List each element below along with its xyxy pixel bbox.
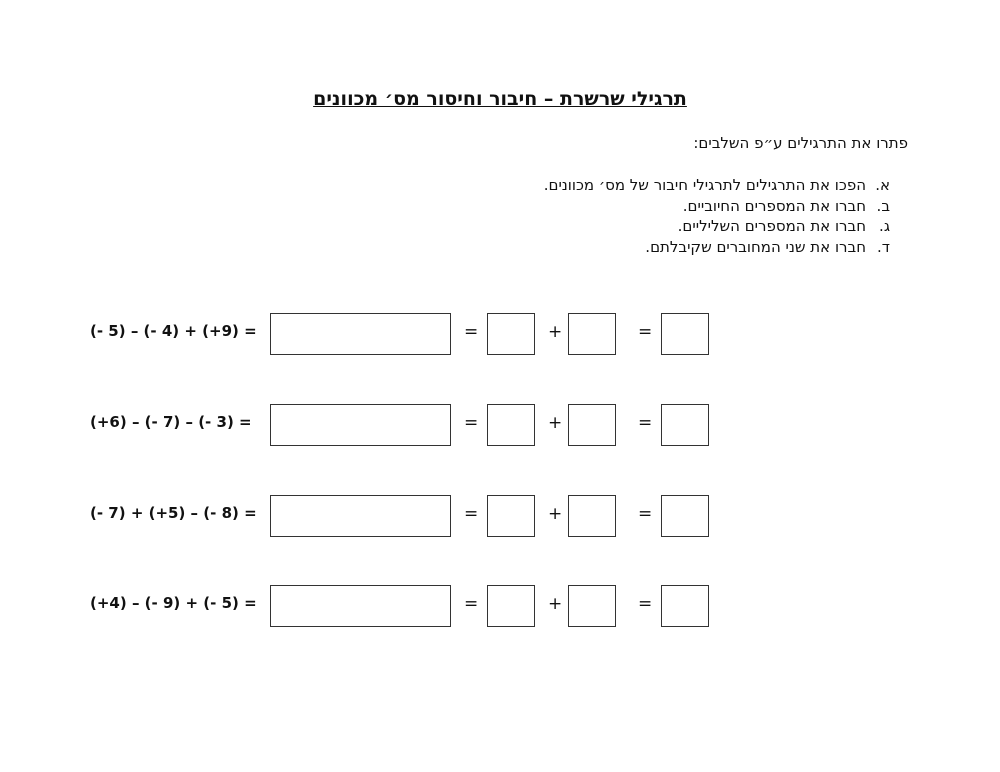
positive-sum-box[interactable] — [487, 585, 535, 627]
step-text: חברו את שני המחוברים שקיבלתם. — [645, 237, 866, 256]
exercise-row-3 — [0, 495, 1000, 537]
step-letter: ד. — [877, 237, 890, 256]
step-item — [544, 196, 890, 217]
plus-sign: + — [548, 322, 563, 342]
step-text: הפכו את התרגילים לתרגילי חיבור של מס׳ מכוונים. — [543, 176, 866, 194]
negative-sum-box[interactable] — [568, 495, 616, 537]
rewrite-answer-box[interactable] — [270, 495, 451, 537]
plus-sign: + — [548, 504, 563, 524]
negative-sum-box[interactable] — [568, 404, 616, 446]
exercise-expression: (+4) – (- 9) + (- 5) = — [90, 594, 257, 612]
positive-sum-box[interactable] — [487, 313, 535, 355]
exercise-expression: (- 7) + (+5) – (- 8) = — [90, 504, 257, 522]
negative-sum-box[interactable] — [568, 585, 616, 627]
step-item — [544, 216, 890, 237]
exercise-row-4 — [0, 585, 1000, 627]
instructions: פתרו את התרגילים ע״פ השלבים: — [693, 134, 908, 152]
final-answer-box[interactable] — [661, 585, 709, 627]
step-item — [544, 237, 890, 258]
step-letter: ג. — [879, 217, 890, 235]
final-answer-box[interactable] — [661, 404, 709, 446]
equals-sign: = — [464, 594, 479, 614]
equals-sign: = — [638, 413, 653, 433]
page-title: תרגילי שרשרת – חיבור וחיסור מס׳ מכוונים — [313, 88, 687, 110]
positive-sum-box[interactable] — [487, 404, 535, 446]
steps-list — [544, 175, 890, 257]
rewrite-answer-box[interactable] — [270, 313, 451, 355]
rewrite-answer-box[interactable] — [270, 404, 451, 446]
step-item — [544, 175, 890, 196]
equals-sign: = — [638, 504, 653, 524]
negative-sum-box[interactable] — [568, 313, 616, 355]
final-answer-box[interactable] — [661, 313, 709, 355]
exercise-row-1 — [0, 313, 1000, 355]
exercise-row-2 — [0, 404, 1000, 446]
equals-sign: = — [464, 413, 479, 433]
equals-sign: = — [464, 322, 479, 342]
step-text: חברו את המספרים החיוביים. — [682, 196, 866, 215]
equals-sign: = — [638, 594, 653, 614]
positive-sum-box[interactable] — [487, 495, 535, 537]
step-letter: א. — [875, 176, 890, 194]
step-letter: ב. — [876, 196, 890, 215]
exercise-expression: (+6) – (- 7) – (- 3) = — [90, 413, 252, 431]
equals-sign: = — [464, 504, 479, 524]
step-text: חברו את המספרים השליליים. — [677, 217, 866, 235]
plus-sign: + — [548, 594, 563, 614]
final-answer-box[interactable] — [661, 495, 709, 537]
rewrite-answer-box[interactable] — [270, 585, 451, 627]
plus-sign: + — [548, 413, 563, 433]
exercise-expression: (- 5) – (- 4) + (+9) = — [90, 322, 257, 340]
equals-sign: = — [638, 322, 653, 342]
